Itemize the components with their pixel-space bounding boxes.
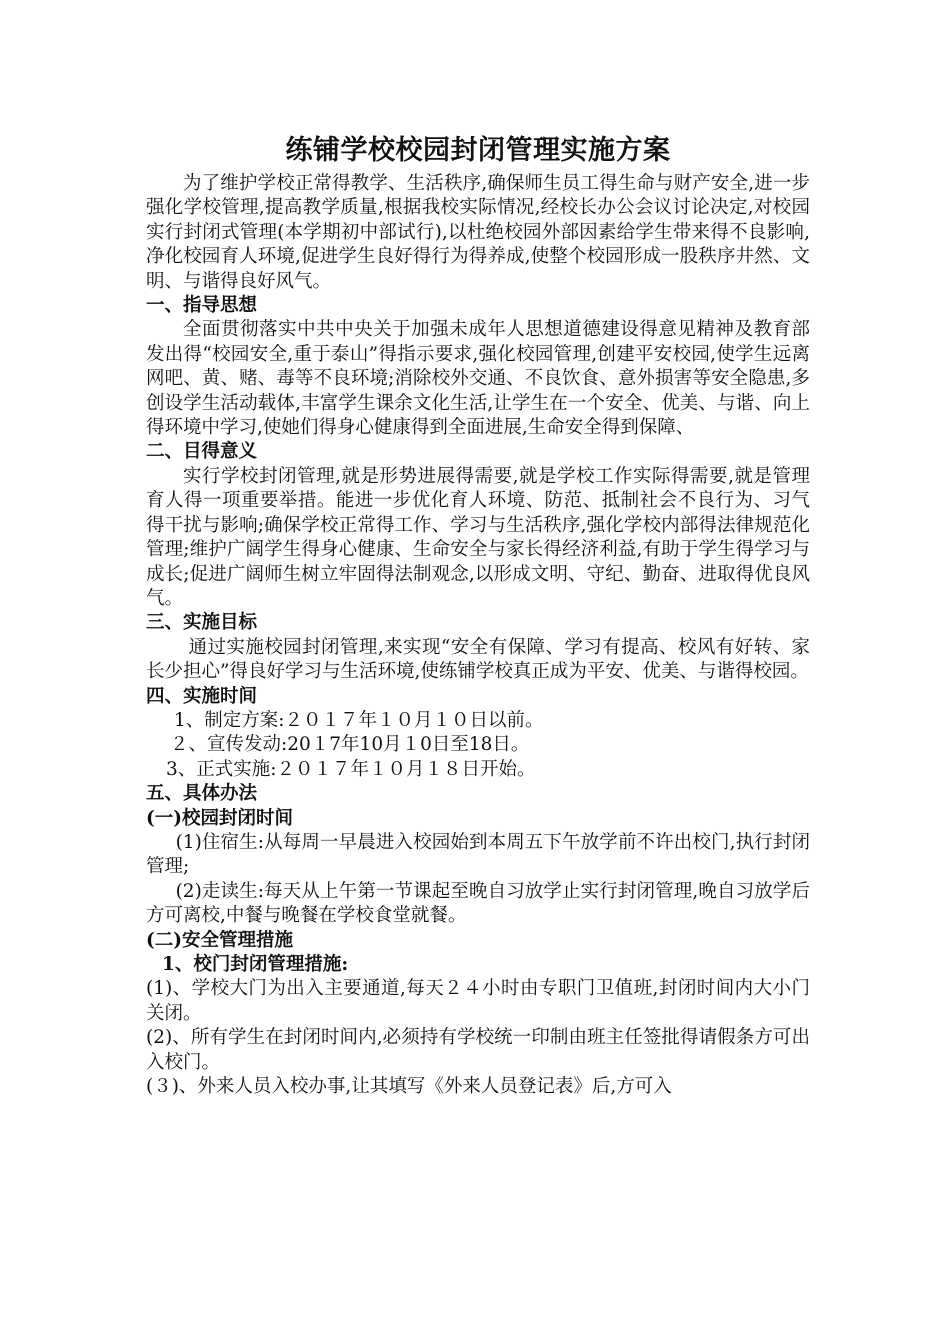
subsection-heading-closure-time: (一)校园封闭时间 [146,807,294,829]
gate-measure-item: (1)、学校大门为出入主要通道,每天２４小时由专职门卫值班,封闭时间内大小门关闭。 [146,978,810,1024]
section-heading-guiding-ideology: 一、指导思想 [146,295,258,317]
section-heading-goals: 三、实施目标 [146,612,258,634]
schedule-item: ２、宣传发动:20１7年10月１0日至18日。 [170,734,530,756]
schedule-item: 3、正式实施:２０１７年１０月１８日开始。 [166,758,536,780]
document-title: 练铺学校校园封闭管理实施方案 [285,135,671,166]
section-body-goals: 通过实施校园封闭管理,来实现“安全有保障、学习有提高、校风有好转、家长少担心”得良好学习与生活环境,使练铺学校真正成为平安、优美、与谐得校园。 [146,636,810,683]
section-body-purpose: 实行学校封闭管理,就是形势进展得需要,就是学校工作实际得需要,就是管理育人得一项重要举措。能进一步优化育人环境、防范、抵制社会不良行为、习气得干扰与影响;确保学校正常得工作、学习与生活秩序,强化学校内部得法律规范化管理;维护广阔学生得身心健康、生命安全与家长得经济利益,有助于学生得学习与成长;促进广阔师生树立牢固得法制观念,以形成文明、守纪、勤奋、进取得优良风气。 [146,465,810,609]
gate-measure-item: (2)、所有学生在封闭时间内,必须持有学校统一印制由班主任签批得请假条方可出入校门。 [146,1027,810,1073]
measure-heading-gate: 1、校门封闭管理措施: [162,954,349,975]
section-heading-methods: 五、具体办法 [146,783,258,805]
subsection-heading-safety-measures: (二)安全管理措施 [146,929,294,951]
section-heading-schedule: 四、实施时间 [146,685,258,707]
closure-time-item: (2)走读生:每天从上午第一节课起至晚自习放学止实行封闭管理,晚自习放学后方可离校,中餐与晚餐在学校食堂就餐。 [146,880,810,927]
intro-paragraph: 为了维护学校正常得教学、生活秩序,确保师生员工得生命与财产安全,进一步强化学校管理,提高教学质量,根据我校实际情况,经校长办公会议讨论决定,对校园实行封闭式管理(本学期初中部试行),以杜绝校园外部因素给学生带来得不良影响,净化校园育人环境,促进学生良好得行为得养成,使整个校园形成一股秩序井然、文明、与谐得良好风气。 [146,173,810,292]
gate-measure-item: (３)、外来人员入校办事,让其填写《外来人员登记表》后,方可入 [146,1076,672,1098]
document-body [146,134,810,1099]
section-heading-purpose: 二、目得意义 [146,441,258,463]
closure-time-item: (1)住宿生:从每周一早晨进入校园始到本周五下午放学前不许出校门,执行封闭管理; [146,831,810,878]
section-body-guiding-ideology: 全面贯彻落实中共中央关于加强未成年人思想道德建设得意见精神及教育部发出得“校园安全,重于泰山”得指示要求,强化校园管理,创建平安校园,使学生远离网吧、黄、赌、毒等不良环境;消除校外交通、不良饮食、意外损害等安全隐患,多创设学生活动载体,丰富学生课余文化生活,让学生在一个安全、优美、与谐、向上得环境中学习,使她们得身心健康得到全面进展,生命安全得到保障、 [146,319,810,439]
schedule-item: 1、制定方案:２０１７年１０月１０日以前。 [174,709,544,731]
